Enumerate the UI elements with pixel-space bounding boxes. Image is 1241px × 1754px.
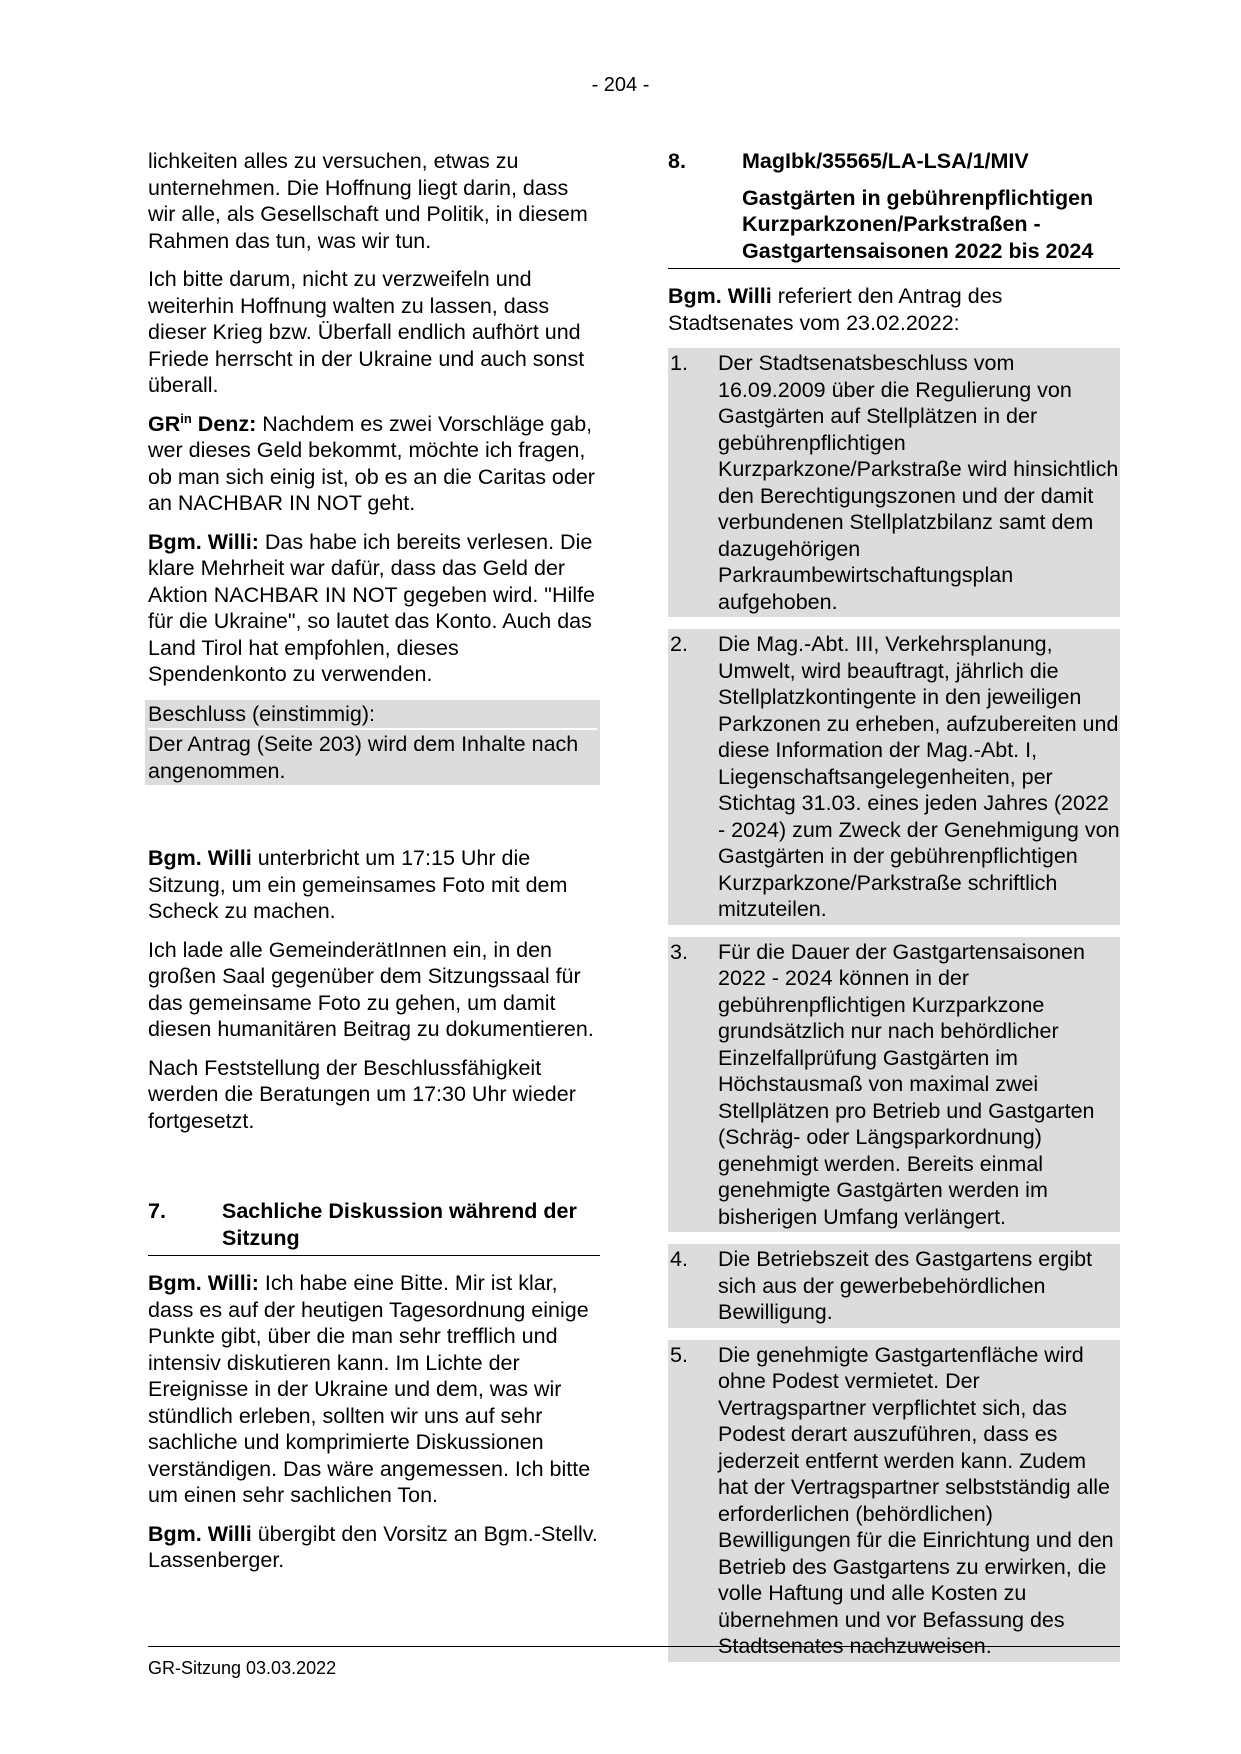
- right-column: [668, 148, 1120, 1674]
- paragraph: Ich lade alle GemeinderätInnen ein, in den großen Saal gegenüber dem Sitzungssaal für das gemeinsame Foto zu gehen, um damit diesen humanitären Beitrag zu dokumentieren.: [148, 937, 594, 1041]
- resolution-text: Der Antrag (Seite 203) wird dem Inhalte nach angenommen.: [148, 728, 597, 785]
- section-heading-7: [148, 1198, 600, 1256]
- speaker-paragraph: Bgm. Willi referiert den Antrag des Stadtsenates vom 23.02.2022:: [668, 284, 1003, 335]
- section-title: Sachliche Diskussion während der Sitzung: [222, 1199, 577, 1250]
- speaker-name: Bgm. Willi:: [148, 529, 259, 554]
- section-title: Gastgärten in gebührenpflichtigen Kurzparkzonen/Parkstraßen - Gastgartensaisonen 2022 bis 2024: [742, 185, 1094, 263]
- section-heading-8: [668, 148, 1120, 269]
- left-column: [148, 148, 600, 1586]
- item-text: Für die Dauer der Gastgartensaisonen 2022 - 2024 können in der gebührenpflichtigen Kurzparkzone grundsätzlich nur nach behördlicher Einzelfallprüfung Gastgärten im Höchstausmaß von maximal zwei Stellplätzen pro Betrieb und Gastgarten (Schräg- oder Längsparkordnung) genehmigt werden. Bereits einmal genehmigte Gastgärten werden im bisherigen Umfang verlängert.: [718, 939, 1095, 1229]
- item-number: 5.: [670, 1342, 688, 1367]
- speaker-paragraph: Bgm. Willi: Das habe ich bereits verlesen. Die klare Mehrheit war dafür, dass das Geld der Aktion NACHBAR IN NOT gegeben wird. "Hilfe für die Ukraine", so lautet das Konto. Auch das Land Tirol hat empfohlen, dieses Spendenkonto zu verwenden.: [148, 529, 595, 686]
- item-text: Die genehmigte Gastgartenfläche wird ohne Podest vermietet. Der Vertragspartner verpflichtet sich, das Podest derart auszuführen, dass es jederzeit entfernt werden kann. Zudem hat der Vertragspartner selbstständig alle erforderlichen (behördlichen) Bewilligungen für die Einrichtung und den Betrieb des Gastgartens zu erwirken, die volle Haftung und alle Kosten zu übernehmen und vor Befassung des Stadtsenates nachzuweisen.: [718, 1342, 1114, 1658]
- item-text: Der Stadtsenatsbeschluss vom 16.09.2009 über die Regulierung von Gastgärten auf Stellplätzen in der gebührenpflichtigen Kurzparkzone/Parkstraße wird hinsichtlich den Berechtigungszonen und der damit verbundenen Stellplatzbilanz samt dem dazugehörigen Parkraumbewirtschaftungsplan aufgehoben.: [718, 351, 1119, 614]
- motion-item: [668, 1340, 1120, 1662]
- motion-item: [668, 1244, 1120, 1328]
- speaker-name: Bgm. Willi: [148, 846, 252, 870]
- speaker-name: Bgm. Willi: [668, 284, 772, 308]
- section-number: 7.: [148, 1199, 166, 1223]
- item-number: 4.: [670, 1247, 688, 1271]
- item-text: Die Mag.-Abt. III, Verkehrsplanung, Umwelt, wird beauftragt, jährlich die Stellplatzkontingente in den jeweiligen Parkzonen zu erheben, aufzubereiten und diese Information der Mag.-Abt. I, Liegenschaftsangelegenheiten, per Stichtag 31.03. eines jeden Jahres (2022 - 2024) zum Zweck der Genehmigung von Gastgärten in der gebührenpflichtigen Kurzparkzone/Parkstraße schriftlich mitzuteilen.: [718, 632, 1120, 921]
- motion-item: [668, 348, 1120, 617]
- section-number: 8.: [668, 149, 686, 173]
- page-footer: GR-Sitzung 03.03.2022: [148, 1646, 1120, 1682]
- speaker-name: Bgm. Willi:: [148, 1271, 259, 1295]
- speaker-paragraph: Bgm. Willi unterbricht um 17:15 Uhr die Sitzung, um ein gemeinsames Foto mit dem Scheck zu machen.: [148, 846, 568, 923]
- file-reference: MagIbk/35565/LA-LSA/1/MIV: [742, 149, 1029, 173]
- speaker-paragraph: Bgm. Willi: Ich habe eine Bitte. Mir ist klar, dass es auf der heutigen Tagesordnung einige Punkte gibt, über die man sehr trefflich und intensiv diskutieren kann. Im Lichte der Ereignisse in der Ukraine und dem, was wir stündlich erleben, sollten wir uns auf sehr sachliche und komprimierte Diskussionen verständigen. Das wäre angemessen. Ich bitte um einen sehr sachlichen Ton.: [148, 1271, 591, 1507]
- resolution-title: Beschluss (einstimmig):: [148, 701, 375, 726]
- item-number: 2.: [670, 632, 688, 656]
- page-number: - 204 -: [591, 74, 650, 96]
- paragraph: Ich bitte darum, nicht zu verzweifeln und weiterhin Hoffnung walten zu lassen, dass dieser Krieg bzw. Überfall endlich aufhört und Friede herrscht in der Ukraine und auch sonst überall.: [148, 267, 585, 397]
- motion-item: [668, 937, 1120, 1233]
- paragraph: lichkeiten alles zu versuchen, etwas zu unternehmen. Die Hoffnung liegt darin, dass wir alle, als Gesellschaft und Politik, in diesem Rahmen das tun, was wir tun.: [148, 149, 588, 253]
- item-number: 1.: [670, 351, 688, 375]
- item-text: Die Betriebszeit des Gastgartens ergibt sich aus der gewerbebehördlichen Bewilligung.: [718, 1247, 1093, 1324]
- speaker-paragraph: Bgm. Willi übergibt den Vorsitz an Bgm.-Stellv. Lassenberger.: [148, 1521, 598, 1572]
- resolution-box: [145, 700, 600, 786]
- speaker-name: $GR^{in}$ Denz:: [148, 410, 257, 436]
- item-number: 3.: [670, 939, 688, 964]
- paragraph: Nach Feststellung der Beschlussfähigkeit werden die Beratungen um 17:30 Uhr wieder fortgesetzt.: [148, 1055, 576, 1133]
- speaker-name: Bgm. Willi: [148, 1521, 252, 1546]
- speaker-paragraph: $GR^{in}$ Denz: Nachdem es zwei Vorschläge gab, wer dieses Geld bekommt, möchte ich fragen, ob man sich einig ist, ob es an die Caritas oder an NACHBAR IN NOT geht.: [148, 410, 595, 515]
- motion-item: [668, 629, 1120, 925]
